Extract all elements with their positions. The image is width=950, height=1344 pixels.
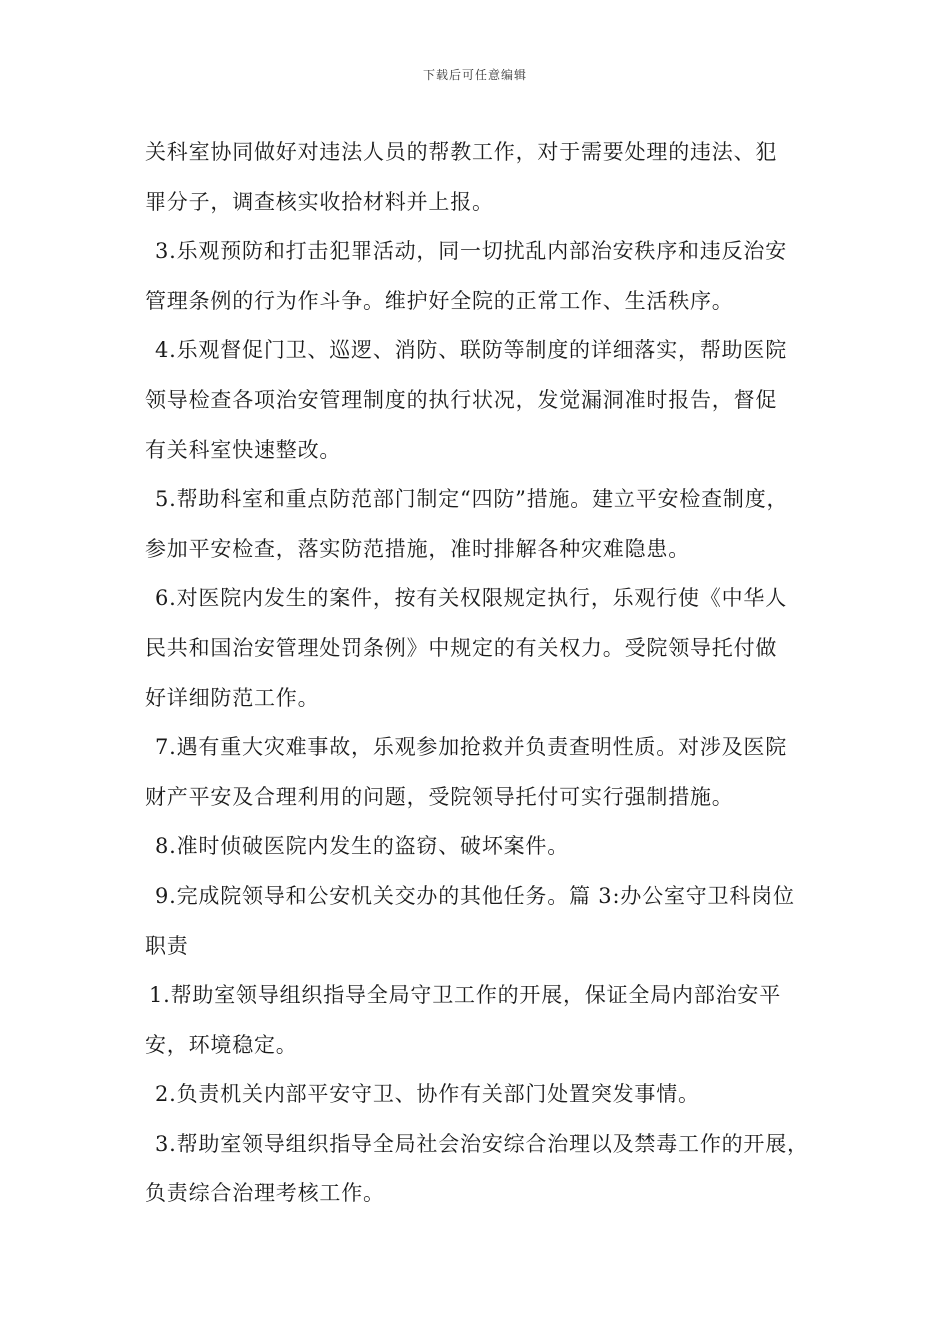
- text-line: 3.帮助室领导组织指导全局社会治安综合治理以及禁毒工作的开展，: [155, 1131, 809, 1156]
- text-line: 3.乐观预防和打击犯罪活动，同一切扰乱内部治安秩序和违反治安: [155, 239, 788, 264]
- text-line: 9.完成院领导和公安机关交办的其他任务。篇 3:办公室守卫科岗位: [155, 883, 795, 908]
- text-line: 管理条例的行为作斗争。维护好全院的正常工作、生活秩序。: [145, 288, 734, 313]
- text-line: 负责综合治理考核工作。: [145, 1181, 385, 1206]
- text-line: 4.乐观督促门卫、巡逻、消防、联防等制度的详细落实，帮助医院: [155, 338, 788, 363]
- text-line: 1.帮助室领导组织指导全局守卫工作的开展，保证全局内部治安平: [149, 983, 782, 1008]
- text-line: 好详细防范工作。: [145, 685, 320, 710]
- text-line: 领导检查各项治安管理制度的执行状况，发觉漏洞准时报告，督促: [145, 387, 778, 412]
- text-line: 参加平安检查，落实防范措施，准时排解各种灾难隐患。: [145, 536, 690, 561]
- document-body: [145, 128, 825, 1219]
- text-line: 关科室协同做好对违法人员的帮教工作，对于需要处理的违法、犯: [145, 140, 778, 164]
- text-line: 5.帮助科室和重点防范部门制定“四防”措施。建立平安检查制度，: [155, 487, 789, 512]
- text-line: 财产平安及合理利用的问题，受院领导托付可实行强制措施。: [145, 784, 734, 809]
- text-line: 6.对医院内发生的案件，按有关权限规定执行，乐观行使《中华人: [155, 586, 788, 611]
- text-line: 安，环境稳定。: [145, 1032, 298, 1057]
- text-line: 罪分子，调查核实收拾材料并上报。: [145, 189, 494, 214]
- text-line: 职责: [145, 933, 189, 958]
- text-line: 有关科室快速整改。: [145, 437, 342, 462]
- header-note: 下载后可任意编辑: [422, 68, 527, 82]
- text-line: 8.准时侦破医院内发生的盗窃、破坏案件。: [155, 834, 570, 859]
- text-line: 2.负责机关内部平安守卫、协作有关部门处置突发事情。: [155, 1082, 700, 1107]
- text-line: 7.遇有重大灾难事故，乐观参加抢救并负责查明性质。对涉及医院: [155, 735, 788, 760]
- text-line: 民共和国治安管理处罚条例》中规定的有关权力。受院领导托付做: [145, 635, 778, 660]
